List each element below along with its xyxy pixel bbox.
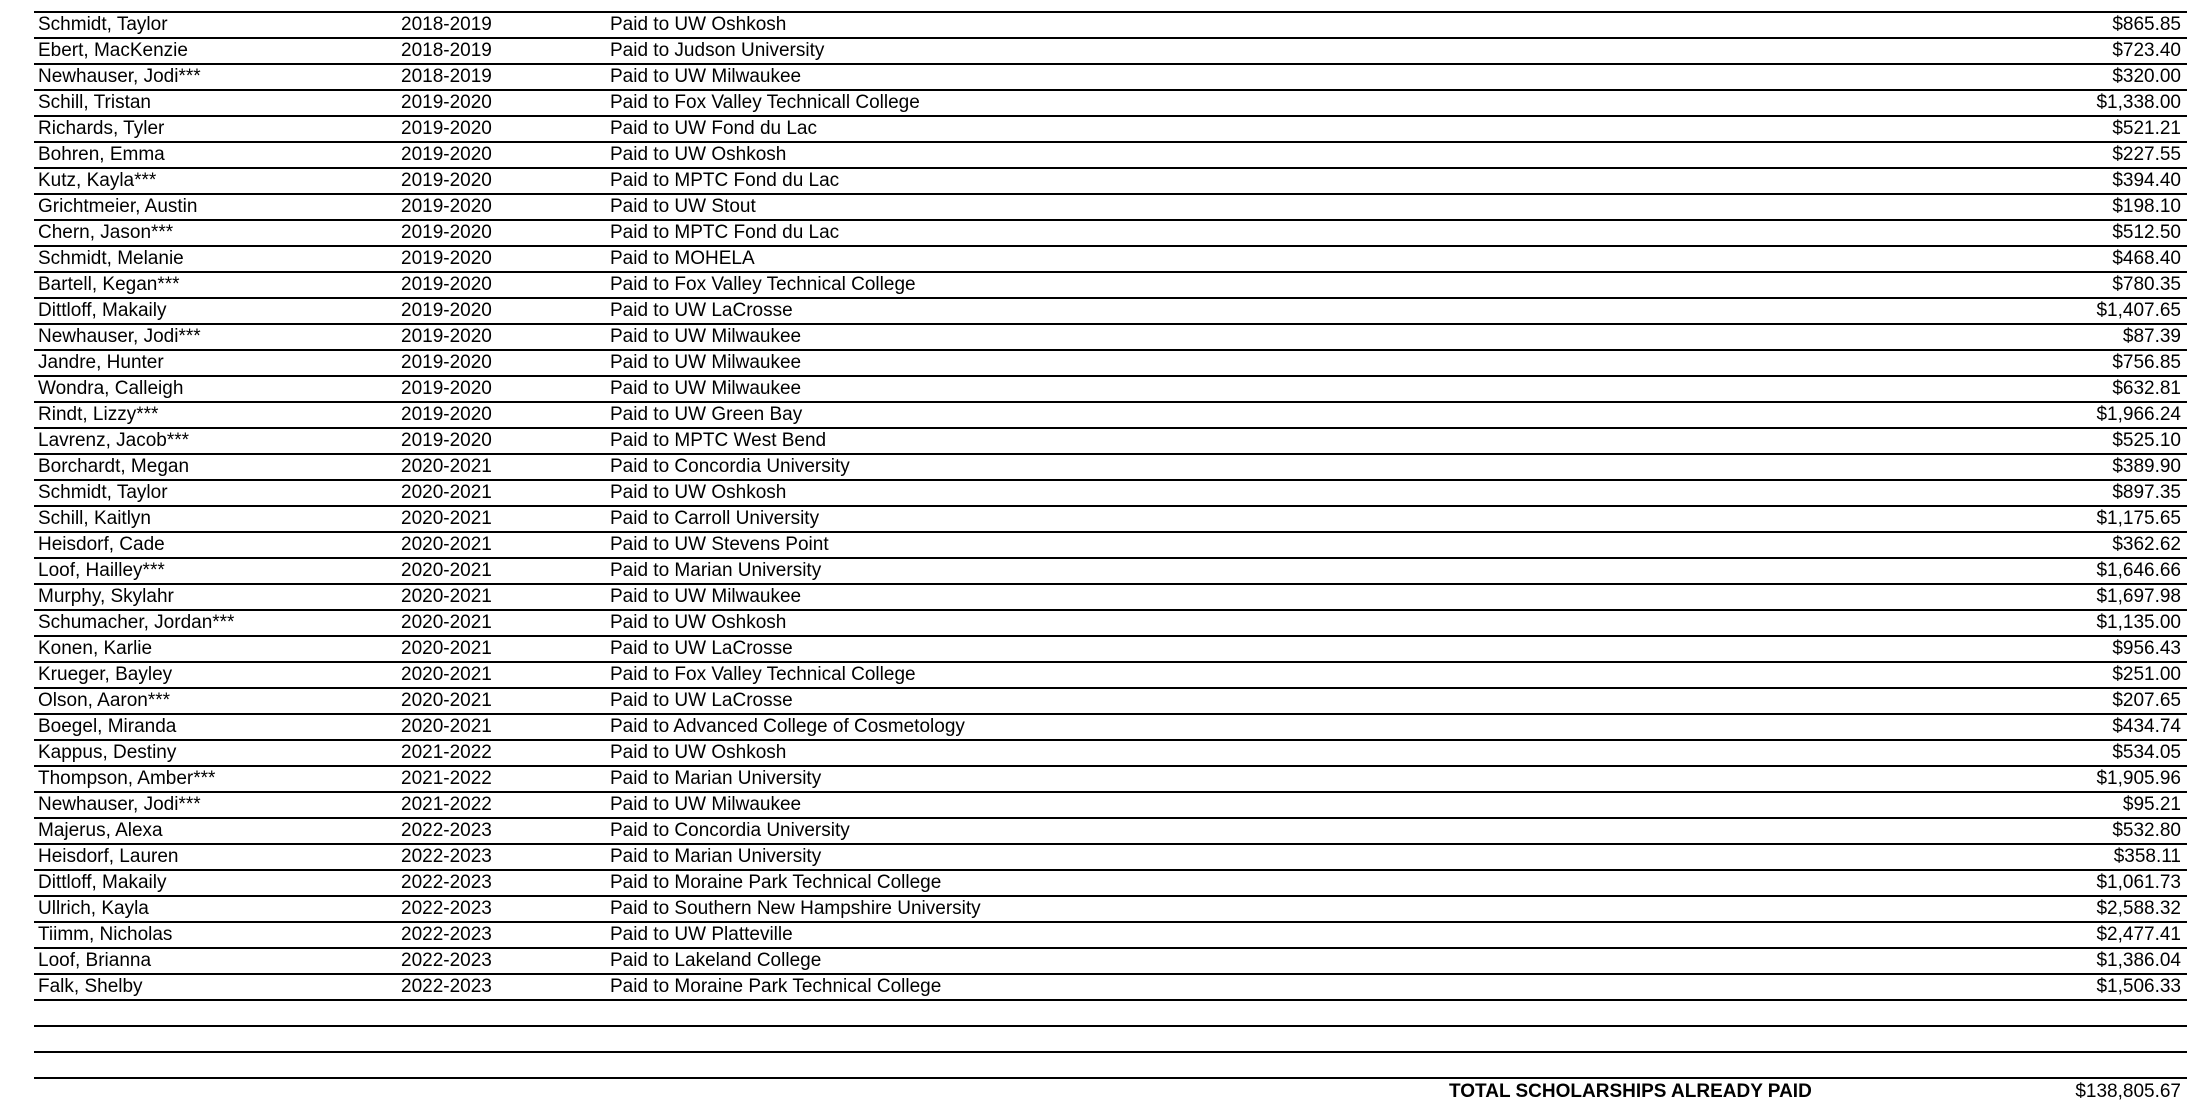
scholarship-ledger (34, 11, 2187, 1105)
school-year: 2020-2021 (401, 482, 492, 503)
payment-amount: $756.85 (2112, 352, 2181, 373)
school-year: 2020-2021 (401, 716, 492, 737)
school-year: 2018-2019 (401, 66, 492, 87)
recipient-name: Majerus, Alexa (38, 820, 163, 841)
recipient-name: Kutz, Kayla*** (38, 170, 157, 191)
payment-description: Paid to UW Oshkosh (610, 14, 787, 35)
payment-description: Paid to Marian University (610, 768, 822, 789)
payment-amount: $723.40 (2112, 40, 2181, 61)
payment-description: Paid to Moraine Park Technical College (610, 872, 942, 893)
table-row (34, 871, 2187, 897)
school-year: 2019-2020 (401, 144, 492, 165)
payment-description: Paid to Concordia University (610, 820, 850, 841)
recipient-name: Kappus, Destiny (38, 742, 177, 763)
recipient-name: Grichtmeier, Austin (38, 196, 198, 217)
payment-description: Paid to MOHELA (610, 248, 755, 269)
table-row (34, 949, 2187, 975)
table-row (34, 767, 2187, 793)
school-year: 2019-2020 (401, 222, 492, 243)
payment-description: Paid to UW Milwaukee (610, 352, 802, 373)
payment-amount: $251.00 (2112, 664, 2181, 685)
payment-description: Paid to Advanced College of Cosmetology (610, 716, 965, 737)
total-amount: $138,805.67 (2075, 1081, 2181, 1102)
table-row (34, 559, 2187, 585)
payment-description: Paid to Marian University (610, 560, 822, 581)
payment-amount: $95.21 (2122, 794, 2181, 815)
payment-description: Paid to UW Green Bay (610, 404, 803, 425)
school-year: 2018-2019 (401, 40, 492, 61)
school-year: 2019-2020 (401, 274, 492, 295)
ledger-rows (34, 13, 2187, 1001)
recipient-name: Konen, Karlie (38, 638, 153, 659)
payment-description: Paid to UW Stout (610, 196, 756, 217)
recipient-name: Schill, Tristan (38, 92, 151, 113)
payment-description: Paid to Marian University (610, 846, 822, 867)
recipient-name: Schill, Kaitlyn (38, 508, 151, 529)
school-year: 2020-2021 (401, 534, 492, 555)
school-year: 2019-2020 (401, 326, 492, 347)
payment-description: Paid to UW Stevens Point (610, 534, 829, 555)
school-year: 2020-2021 (401, 664, 492, 685)
school-year: 2019-2020 (401, 170, 492, 191)
table-row (34, 247, 2187, 273)
payment-amount: $632.81 (2112, 378, 2181, 399)
payment-description: Paid to UW Oshkosh (610, 612, 787, 633)
payment-description: Paid to MPTC West Bend (610, 430, 827, 451)
payment-description: Paid to Fox Valley Technicall College (610, 92, 920, 113)
recipient-name: Loof, Brianna (38, 950, 152, 971)
school-year: 2022-2023 (401, 846, 492, 867)
payment-amount: $1,386.04 (2096, 950, 2181, 971)
school-year: 2020-2021 (401, 612, 492, 633)
recipient-name: Jandre, Hunter (38, 352, 164, 373)
school-year: 2020-2021 (401, 638, 492, 659)
total-row (34, 1079, 2187, 1105)
payment-description: Paid to MPTC Fond du Lac (610, 170, 840, 191)
table-row (34, 299, 2187, 325)
table-row (34, 975, 2187, 1001)
table-row (34, 741, 2187, 767)
payment-amount: $394.40 (2112, 170, 2181, 191)
school-year: 2022-2023 (401, 950, 492, 971)
school-year: 2022-2023 (401, 976, 492, 997)
payment-amount: $1,407.65 (2096, 300, 2181, 321)
table-row (34, 143, 2187, 169)
payment-description: Paid to UW Oshkosh (610, 144, 787, 165)
table-row (34, 689, 2187, 715)
recipient-name: Bartell, Kegan*** (38, 274, 180, 295)
school-year: 2021-2022 (401, 768, 492, 789)
payment-description: Paid to UW Oshkosh (610, 482, 787, 503)
payment-description: Paid to Concordia University (610, 456, 850, 477)
payment-amount: $534.05 (2112, 742, 2181, 763)
school-year: 2022-2023 (401, 898, 492, 919)
school-year: 2019-2020 (401, 92, 492, 113)
table-row (34, 793, 2187, 819)
school-year: 2019-2020 (401, 430, 492, 451)
table-row (34, 351, 2187, 377)
payment-amount: $780.35 (2112, 274, 2181, 295)
recipient-name: Richards, Tyler (38, 118, 165, 139)
school-year: 2022-2023 (401, 924, 492, 945)
recipient-name: Tiimm, Nicholas (38, 924, 173, 945)
payment-amount: $1,646.66 (2096, 560, 2181, 581)
school-year: 2020-2021 (401, 560, 492, 581)
payment-amount: $1,697.98 (2096, 586, 2181, 607)
recipient-name: Schmidt, Melanie (38, 248, 184, 269)
payment-amount: $362.62 (2112, 534, 2181, 555)
recipient-name: Bohren, Emma (38, 144, 165, 165)
payment-description: Paid to Moraine Park Technical College (610, 976, 942, 997)
school-year: 2019-2020 (401, 404, 492, 425)
table-row (34, 429, 2187, 455)
recipient-name: Borchardt, Megan (38, 456, 190, 477)
school-year: 2021-2022 (401, 794, 492, 815)
table-row (34, 507, 2187, 533)
recipient-name: Krueger, Bayley (38, 664, 173, 685)
payment-amount: $87.39 (2122, 326, 2181, 347)
school-year: 2020-2021 (401, 586, 492, 607)
table-row (34, 715, 2187, 741)
recipient-name: Wondra, Calleigh (38, 378, 184, 399)
recipient-name: Dittloff, Makaily (38, 872, 167, 893)
payment-amount: $1,905.96 (2096, 768, 2181, 789)
school-year: 2019-2020 (401, 118, 492, 139)
payment-amount: $956.43 (2112, 638, 2181, 659)
school-year: 2019-2020 (401, 300, 492, 321)
school-year: 2018-2019 (401, 14, 492, 35)
recipient-name: Newhauser, Jodi*** (38, 66, 201, 87)
payment-description: Paid to UW Oshkosh (610, 742, 787, 763)
payment-description: Paid to Fox Valley Technical College (610, 274, 916, 295)
school-year: 2022-2023 (401, 872, 492, 893)
table-row (34, 897, 2187, 923)
payment-amount: $198.10 (2112, 196, 2181, 217)
payment-amount: $512.50 (2112, 222, 2181, 243)
recipient-name: Heisdorf, Cade (38, 534, 165, 555)
payment-amount: $532.80 (2112, 820, 2181, 841)
payment-description: Paid to Lakeland College (610, 950, 822, 971)
payment-amount: $358.11 (2113, 846, 2181, 867)
payment-description: Paid to UW Platteville (610, 924, 793, 945)
school-year: 2019-2020 (401, 352, 492, 373)
payment-amount: $1,338.00 (2096, 92, 2181, 113)
table-row (34, 845, 2187, 871)
payment-amount: $1,061.73 (2096, 872, 2181, 893)
payment-description: Paid to UW LaCrosse (610, 690, 793, 711)
school-year: 2021-2022 (401, 742, 492, 763)
table-row (34, 65, 2187, 91)
payment-amount: $1,175.65 (2096, 508, 2181, 529)
recipient-name: Ebert, MacKenzie (38, 40, 188, 61)
payment-description: Paid to UW Milwaukee (610, 66, 802, 87)
payment-amount: $1,506.33 (2096, 976, 2181, 997)
recipient-name: Thompson, Amber*** (38, 768, 216, 789)
payment-amount: $468.40 (2112, 248, 2181, 269)
table-row (34, 403, 2187, 429)
table-row (34, 585, 2187, 611)
table-row (34, 481, 2187, 507)
table-row (34, 611, 2187, 637)
recipient-name: Schmidt, Taylor (38, 482, 168, 503)
table-row (34, 663, 2187, 689)
payment-description: Paid to Judson University (610, 40, 825, 61)
payment-description: Paid to UW Milwaukee (610, 794, 802, 815)
recipient-name: Lavrenz, Jacob*** (38, 430, 190, 451)
recipient-name: Chern, Jason*** (38, 222, 174, 243)
payment-amount: $521.21 (2112, 118, 2181, 139)
payment-description: Paid to UW Milwaukee (610, 586, 802, 607)
school-year: 2022-2023 (401, 820, 492, 841)
payment-amount: $227.55 (2112, 144, 2181, 165)
table-row (34, 117, 2187, 143)
payment-description: Paid to Carroll University (610, 508, 820, 529)
payment-description: Paid to MPTC Fond du Lac (610, 222, 840, 243)
recipient-name: Newhauser, Jodi*** (38, 794, 201, 815)
table-row (34, 377, 2187, 403)
recipient-name: Schmidt, Taylor (38, 14, 168, 35)
payment-description: Paid to UW Milwaukee (610, 378, 802, 399)
school-year: 2020-2021 (401, 508, 492, 529)
table-row (34, 221, 2187, 247)
recipient-name: Schumacher, Jordan*** (38, 612, 235, 633)
recipient-name: Falk, Shelby (38, 976, 143, 997)
payment-description: Paid to Southern New Hampshire University (610, 898, 981, 919)
school-year: 2020-2021 (401, 456, 492, 477)
payment-amount: $2,477.41 (2096, 924, 2181, 945)
payment-amount: $434.74 (2112, 716, 2181, 737)
payment-amount: $865.85 (2112, 14, 2181, 35)
payment-amount: $525.10 (2112, 430, 2181, 451)
table-row (34, 819, 2187, 845)
recipient-name: Boegel, Miranda (38, 716, 177, 737)
blank-row (34, 1001, 2187, 1027)
table-row (34, 325, 2187, 351)
payment-description: Paid to Fox Valley Technical College (610, 664, 916, 685)
payment-description: Paid to UW Fond du Lac (610, 118, 817, 139)
table-row (34, 91, 2187, 117)
table-row (34, 39, 2187, 65)
payment-amount: $897.35 (2112, 482, 2181, 503)
payment-description: Paid to UW Milwaukee (610, 326, 802, 347)
table-row (34, 195, 2187, 221)
payment-description: Paid to UW LaCrosse (610, 638, 793, 659)
payment-amount: $320.00 (2112, 66, 2181, 87)
payment-amount: $389.90 (2112, 456, 2181, 477)
payment-description: Paid to UW LaCrosse (610, 300, 793, 321)
table-row (34, 533, 2187, 559)
recipient-name: Heisdorf, Lauren (38, 846, 179, 867)
table-row (34, 923, 2187, 949)
blank-row (34, 1027, 2187, 1053)
table-row (34, 273, 2187, 299)
recipient-name: Olson, Aaron*** (38, 690, 171, 711)
payment-amount: $1,966.24 (2096, 404, 2181, 425)
blank-row (34, 1053, 2187, 1079)
school-year: 2019-2020 (401, 378, 492, 399)
recipient-name: Loof, Hailley*** (38, 560, 165, 581)
recipient-name: Dittloff, Makaily (38, 300, 167, 321)
recipient-name: Ullrich, Kayla (38, 898, 149, 919)
payment-amount: $1,135.00 (2096, 612, 2181, 633)
payment-amount: $2,588.32 (2096, 898, 2181, 919)
table-row (34, 169, 2187, 195)
total-label: TOTAL SCHOLARSHIPS ALREADY PAID (1449, 1081, 1812, 1102)
recipient-name: Murphy, Skylahr (38, 586, 174, 607)
recipient-name: Rindt, Lizzy*** (38, 404, 159, 425)
school-year: 2019-2020 (401, 196, 492, 217)
table-row (34, 637, 2187, 663)
table-row (34, 13, 2187, 39)
school-year: 2020-2021 (401, 690, 492, 711)
payment-amount: $207.65 (2112, 690, 2181, 711)
table-row (34, 455, 2187, 481)
school-year: 2019-2020 (401, 248, 492, 269)
recipient-name: Newhauser, Jodi*** (38, 326, 201, 347)
